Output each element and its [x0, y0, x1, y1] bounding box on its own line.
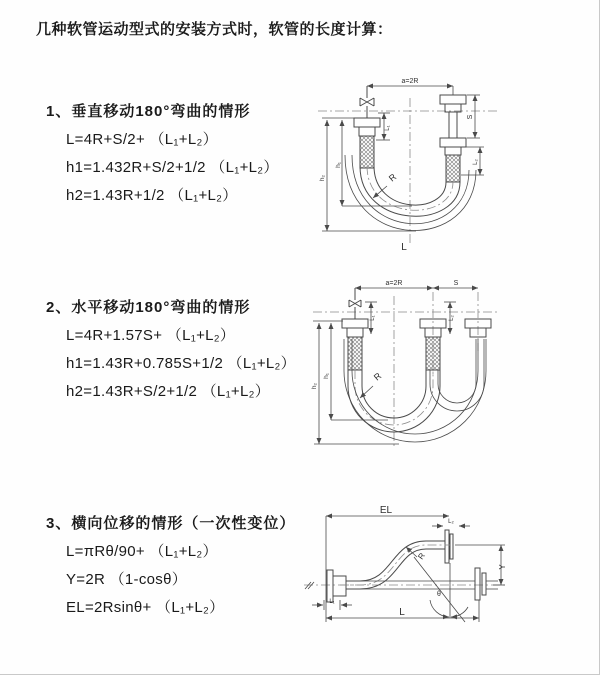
lower-right-flange-connector [475, 568, 498, 600]
formula-l: L=4R+1.57S+ （L₁+L₂） [66, 327, 236, 344]
formula-y: Y=2R （1-cosθ） [66, 571, 188, 588]
dimension-s [433, 280, 478, 288]
diagram-lateral-displacement [298, 500, 600, 648]
braided-hose-section [426, 337, 440, 370]
dim-l2-label: L₂ [449, 315, 455, 321]
radius-label: R [386, 171, 399, 184]
section-2-heading: 2、水平移动180°弯曲的情形 [46, 299, 251, 316]
radius-label: R [371, 370, 384, 383]
formula-h2: h2=1.43R+1/2 （L₁+L₂） [66, 187, 238, 204]
radius-callout [360, 370, 384, 398]
braided-hose-section [348, 337, 362, 370]
section-3-heading: 3、横向位移的情形（一次性变位） [46, 515, 296, 532]
dimension-el [326, 505, 449, 622]
upper-flange-connector [445, 530, 453, 563]
braided-hose-section [360, 136, 374, 168]
dim-h1-label: h₁ [335, 162, 342, 168]
radius-label: R [416, 551, 427, 562]
dim-l2-label: L₂ [448, 519, 454, 525]
dim-l1-label: L₁ [329, 599, 335, 605]
dim-s-label: S [453, 280, 459, 287]
dimension-l2 [461, 147, 484, 175]
formula-l: L=4R+S/2+ （L₁+L₂） [66, 131, 218, 148]
dim-a2r-label: a=2R [401, 78, 419, 85]
dim-l-label: L [399, 607, 405, 618]
braided-hose-section [446, 155, 460, 182]
dimension-l1 [365, 302, 377, 334]
dim-l2-label: L₂ [473, 159, 479, 165]
dim-el-label: EL [379, 505, 393, 516]
dim-y-label: Y [498, 564, 507, 570]
section-1 [46, 100, 279, 210]
section-2 [46, 296, 296, 406]
formula-h2: h2=1.43R+S/2+1/2 （L₁+L₂） [66, 383, 271, 400]
dimension-l1 [312, 599, 352, 610]
valve-icon [349, 288, 361, 319]
diagram-horizontal-180-bend [303, 276, 588, 456]
formula-h1: h1=1.432R+S/2+1/2 （L₁+L₂） [66, 159, 279, 176]
formula-h1: h1=1.43R+0.785S+1/2 （L₁+L₂） [66, 355, 296, 372]
dimension-a2r [367, 78, 453, 95]
length-l-label: L [401, 242, 407, 253]
dimension-a2r [355, 280, 433, 288]
dim-h2-label: h₂ [311, 382, 318, 390]
page-title: 几种软管运动型式的安装方式时，软管的长度计算： [36, 21, 393, 38]
dim-l1-label: L₁ [370, 315, 376, 321]
left-flange-connector [327, 570, 346, 602]
left-flange-connector [354, 118, 380, 168]
break-mark [305, 582, 314, 589]
dimension-l2 [444, 302, 456, 334]
diagram-vertical-180-bend [300, 70, 590, 260]
dimension-s [467, 95, 480, 138]
dim-l1-label: L₁ [385, 125, 391, 131]
dim-h2-label: h₂ [319, 174, 326, 182]
theta-label: θ [437, 591, 441, 598]
angle-theta [414, 557, 468, 622]
section-1-heading: 1、垂直移动180°弯曲的情形 [46, 103, 251, 120]
dim-h1-label: h₁ [323, 373, 330, 379]
dim-s-label: S [467, 114, 474, 120]
dimension-y [455, 545, 507, 585]
dim-a2r-label: a=2R [385, 280, 403, 287]
formula-l: L=πRθ/90+ （L₁+L₂） [66, 543, 218, 560]
section-3 [46, 512, 295, 622]
right-flange-connector [440, 95, 466, 182]
dimension-l2 [432, 519, 470, 526]
left-flange-connector [342, 319, 368, 370]
formula-el: EL=2Rsinθ+ （L₁+L₂） [66, 599, 225, 616]
valve-icon [360, 86, 374, 118]
